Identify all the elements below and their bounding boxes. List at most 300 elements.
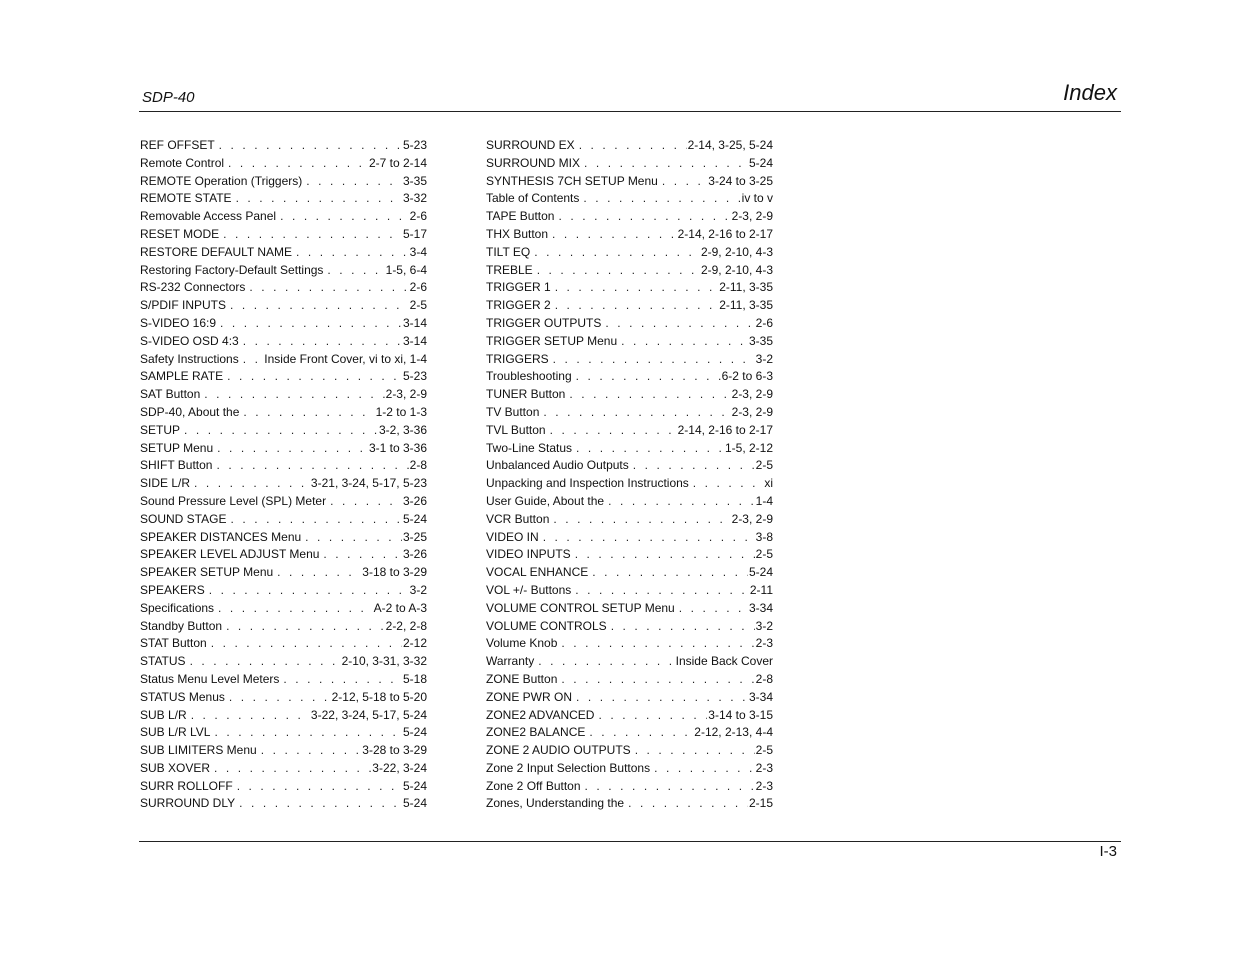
index-entry-term: SDP-40, About the <box>140 404 240 419</box>
index-entry-term: S-VIDEO 16:9 <box>140 315 217 330</box>
index-entry-pages: 2-3, 2-9 <box>731 387 773 402</box>
index-entry-pages: 2-14, 3-25, 5-24 <box>687 138 773 152</box>
index-entry-term: SURROUND EX <box>486 138 575 152</box>
index-entry <box>486 493 773 511</box>
index-entry-pages: 2-3 <box>755 778 773 793</box>
index-entry <box>486 511 773 529</box>
index-entry-term: Zone 2 Off Button <box>486 778 581 793</box>
index-entry-dot-leader <box>579 137 687 155</box>
index-entry-term: ZONE 2 AUDIO OUTPUTS <box>486 743 631 758</box>
index-entry-dot-leader <box>576 440 724 458</box>
index-entry-pages: 1-4 <box>755 493 773 508</box>
index-entry-term: TRIGGER 2 <box>486 298 551 313</box>
index-entry-dot-leader <box>555 279 719 297</box>
index-entry-dot-leader <box>552 226 677 244</box>
index-entry-dot-leader <box>558 208 730 226</box>
index-entry-dot-leader <box>575 582 749 600</box>
index-entry-term: Status Menu Level Meters <box>140 671 280 686</box>
index-entry-pages: 3-26 <box>402 547 427 562</box>
index-entry-term: SPEAKER DISTANCES Menu <box>140 529 302 544</box>
index-entry-pages: 1-5, 6-4 <box>385 262 427 277</box>
index-entry-dot-leader <box>679 600 748 618</box>
index-entry-dot-leader <box>229 689 331 707</box>
index-entry <box>486 546 773 564</box>
index-entry <box>140 297 427 315</box>
index-entry <box>486 582 773 600</box>
index-entry-pages: 2-7 to 2-14 <box>368 155 427 170</box>
index-entry-dot-leader <box>569 386 730 404</box>
index-entry-dot-leader <box>227 368 402 386</box>
index-entry-pages: 5-17 <box>402 226 427 241</box>
index-entry-pages: 1-5, 2-12 <box>724 440 773 455</box>
index-entry-term: TRIGGERS <box>486 351 549 366</box>
index-entry-dot-leader <box>230 511 402 529</box>
index-entry <box>486 564 773 582</box>
index-entry-pages: 2-3, 2-9 <box>385 387 427 402</box>
index-column-left <box>140 137 427 813</box>
index-entry <box>140 689 427 707</box>
index-entry-term: SURROUND MIX <box>486 155 581 170</box>
index-entry <box>140 315 427 333</box>
index-entry-pages: 2-12, 2-13, 4-4 <box>694 725 773 740</box>
index-entry-term: SURROUND DLY <box>140 796 236 811</box>
index-entry-term: Table of Contents <box>486 191 580 206</box>
index-entry-dot-leader <box>280 208 409 226</box>
index-entry-dot-leader <box>214 724 401 742</box>
index-entry-dot-leader <box>585 778 755 796</box>
index-entry-dot-leader <box>217 440 368 458</box>
index-entry-dot-leader <box>592 564 748 582</box>
index-entry-pages: 2-3, 2-9 <box>731 511 773 526</box>
index-entry <box>486 795 773 813</box>
index-entry-dot-leader <box>223 226 402 244</box>
index-entry <box>486 742 773 760</box>
index-entry-pages: 2-11, 3-35 <box>719 280 773 295</box>
index-entry <box>140 244 427 262</box>
index-entry-pages: 2-11 <box>749 582 773 597</box>
index-entry-dot-leader <box>230 297 409 315</box>
index-entry-pages: 2-5 <box>755 547 773 562</box>
index-entry-pages: 2-10, 3-31, 3-32 <box>341 654 427 669</box>
index-entry-term: SPEAKERS <box>140 582 205 597</box>
index-entry-pages: 5-24 <box>748 155 773 170</box>
index-entry-term: TRIGGER OUTPUTS <box>486 315 602 330</box>
index-entry-pages: 3-8 <box>755 529 773 544</box>
index-entry-dot-leader <box>219 137 402 155</box>
index-entry-pages: 2-3, 2-9 <box>731 404 773 419</box>
index-entry-term: Restoring Factory-Default Settings <box>140 262 324 277</box>
index-entry <box>140 760 427 778</box>
index-entry-dot-leader <box>323 546 402 564</box>
index-entry-term: REF OFFSET <box>140 138 215 152</box>
index-entry-term: THX Button <box>486 226 549 241</box>
index-entry-dot-leader <box>184 422 378 440</box>
index-entry-pages: 3-35 <box>748 333 773 348</box>
index-entry-dot-leader <box>236 190 402 208</box>
index-entry-dot-leader <box>249 279 408 297</box>
index-entry <box>486 244 773 262</box>
index-entry-term: TVL Button <box>486 422 546 437</box>
index-entry-term: ZONE2 ADVANCED <box>486 707 595 722</box>
index-entry-term: Sound Pressure Level (SPL) Meter <box>140 493 327 508</box>
index-entry <box>140 742 427 760</box>
index-entry-pages: 2-12 <box>402 636 427 651</box>
index-entry-dot-leader <box>537 262 700 280</box>
index-entry-dot-leader <box>583 190 740 208</box>
index-entry-term: SUB L/R LVL <box>140 725 211 740</box>
index-entry-term: Removable Access Panel <box>140 209 277 224</box>
index-entry-term: ZONE Button <box>486 671 558 686</box>
index-entry-pages: 2-14, 2-16 to 2-17 <box>677 422 773 437</box>
index-entry-pages: 3-34 <box>748 600 773 615</box>
index-entry-pages: 2-6 <box>409 209 427 224</box>
index-entry-pages: 3-35 <box>402 173 427 188</box>
index-entry <box>140 529 427 547</box>
index-entry <box>140 262 427 280</box>
index-entry-pages: 3-14 to 3-15 <box>708 707 773 722</box>
index-entry-pages: 3-14 <box>402 333 427 348</box>
index-entry-pages: iv to v <box>741 191 773 206</box>
index-entry-pages: 3-4 <box>409 244 427 259</box>
index-entry-term: STAT Button <box>140 636 207 651</box>
index-entry <box>486 404 773 422</box>
index-entry-pages: 3-22, 3-24 <box>372 760 427 775</box>
index-entry-pages: 5-24 <box>402 725 427 740</box>
index-entry-term: RESTORE DEFAULT NAME <box>140 244 293 259</box>
index-entry-dot-leader <box>589 724 693 742</box>
index-entry-dot-leader <box>327 262 384 280</box>
index-entry <box>486 724 773 742</box>
index-entry-dot-leader <box>654 760 755 778</box>
index-entry-dot-leader <box>576 368 721 386</box>
index-entry <box>140 600 427 618</box>
index-entry-term: User Guide, About the <box>486 493 605 508</box>
index-entry-term: Safety Instructions <box>140 351 239 366</box>
index-entry <box>140 475 427 493</box>
index-entry <box>486 173 773 191</box>
index-entry-pages: 2-2, 2-8 <box>385 618 427 633</box>
index-entry-term: VIDEO INPUTS <box>486 547 571 562</box>
index-entry <box>486 707 773 725</box>
index-entry-dot-leader <box>220 315 402 333</box>
index-entry-dot-leader <box>662 173 707 191</box>
index-entry <box>140 173 427 191</box>
index-entry-pages: 2-6 <box>755 315 773 330</box>
index-entry <box>486 689 773 707</box>
index-entry-pages: 2-9, 2-10, 4-3 <box>700 262 773 277</box>
index-entry <box>140 404 427 422</box>
index-entry-term: SPEAKER LEVEL ADJUST Menu <box>140 547 320 562</box>
index-entry <box>486 190 773 208</box>
index-entry <box>486 226 773 244</box>
index-entry <box>486 475 773 493</box>
index-entry-dot-leader <box>243 404 374 422</box>
index-entry-term: RS-232 Connectors <box>140 280 246 295</box>
index-entry-term: REMOTE Operation (Triggers) <box>140 173 303 188</box>
index-entry-pages: 5-24 <box>748 565 773 580</box>
index-entry-pages: Inside Front Cover, vi to xi, 1-4 <box>264 351 427 366</box>
index-entry-term: SETUP Menu <box>140 440 214 455</box>
index-entry-term: TRIGGER 1 <box>486 280 551 295</box>
index-entry <box>140 333 427 351</box>
index-entry <box>140 190 427 208</box>
index-entry-pages: 3-2 <box>755 618 773 633</box>
index-entry-term: SYNTHESIS 7CH SETUP Menu <box>486 173 658 188</box>
index-entry <box>140 208 427 226</box>
index-entry <box>486 208 773 226</box>
index-entry-dot-leader <box>204 386 384 404</box>
index-entry-pages: 2-3 <box>755 636 773 651</box>
index-entry-dot-leader <box>305 529 402 547</box>
index-entry-term: Warranty <box>486 654 535 669</box>
index-entry-pages: 3-21, 3-24, 5-17, 5-23 <box>310 476 427 491</box>
index-entry-dot-leader <box>214 760 371 778</box>
index-entry <box>140 635 427 653</box>
index-entry-pages: 2-5 <box>755 458 773 473</box>
index-entry-term: Zone 2 Input Selection Buttons <box>486 760 651 775</box>
index-entry <box>140 440 427 458</box>
index-entry <box>140 493 427 511</box>
index-entry <box>486 653 773 671</box>
header-rule <box>139 111 1121 112</box>
section-title: Index <box>1063 80 1117 105</box>
index-entry <box>140 778 427 796</box>
index-entry-dot-leader <box>555 297 719 315</box>
index-entry-term: STATUS Menus <box>140 689 225 704</box>
index-entry-dot-leader <box>306 173 402 191</box>
index-entry <box>486 368 773 386</box>
index-entry <box>486 155 773 173</box>
index-entry <box>486 262 773 280</box>
index-entry <box>140 351 427 369</box>
index-entry <box>140 279 427 297</box>
index-entry <box>486 386 773 404</box>
index-entry-term: STATUS <box>140 654 186 669</box>
index-entry-pages: Inside Back Cover <box>675 654 773 669</box>
index-entry-pages: 2-3, 2-9 <box>731 209 773 224</box>
index-entry-pages: 5-23 <box>402 138 427 152</box>
index-entry-pages: A-2 to A-3 <box>373 600 427 615</box>
index-entry-dot-leader <box>277 564 361 582</box>
index-entry-term: VOLUME CONTROLS <box>486 618 607 633</box>
index-entry-pages: 3-14 <box>402 315 427 330</box>
index-entry-dot-leader <box>261 742 362 760</box>
index-entry <box>140 795 427 813</box>
index-entry-term: Two-Line Status <box>486 440 573 455</box>
index-entry-pages: 3-28 to 3-29 <box>362 743 427 758</box>
index-entry-dot-leader <box>330 493 402 511</box>
index-entry-dot-leader <box>584 155 748 173</box>
index-entry-term: S-VIDEO OSD 4:3 <box>140 333 239 348</box>
index-entry-term: SUB XOVER <box>140 760 211 775</box>
index-entry-pages: 2-3 <box>755 760 773 775</box>
index-entry-pages: 3-26 <box>402 493 427 508</box>
index-entry-dot-leader <box>243 351 264 369</box>
index-entry <box>140 386 427 404</box>
index-entry-dot-leader <box>190 653 341 671</box>
index-entry-term: SOUND STAGE <box>140 511 227 526</box>
index-entry <box>140 422 427 440</box>
index-entry <box>486 760 773 778</box>
index-entry-term: VOL +/- Buttons <box>486 582 572 597</box>
index-entry-term: Volume Knob <box>486 636 558 651</box>
index-entry-pages: 2-15 <box>748 796 773 811</box>
index-column-right <box>486 137 773 813</box>
index-entry-term: SUB L/R <box>140 707 187 722</box>
index-entry <box>486 279 773 297</box>
footer-rule <box>139 841 1121 842</box>
index-entry-term: SPEAKER SETUP Menu <box>140 565 274 580</box>
index-entry-dot-leader <box>296 244 409 262</box>
index-entry-term: SUB LIMITERS Menu <box>140 743 257 758</box>
index-entry-pages: 5-24 <box>402 511 427 526</box>
index-entry-term: TUNER Button <box>486 387 566 402</box>
index-entry-dot-leader <box>576 689 748 707</box>
index-entry-pages: 3-2 <box>755 351 773 366</box>
index-entry <box>486 529 773 547</box>
index-entry-dot-leader <box>239 795 402 813</box>
index-entry-term: Specifications <box>140 600 215 615</box>
index-entry-dot-leader <box>534 244 700 262</box>
index-entry-dot-leader <box>605 315 754 333</box>
index-entry-term: SAMPLE RATE <box>140 369 224 384</box>
index-entry-term: SHIFT Button <box>140 458 213 473</box>
index-entry <box>486 137 773 155</box>
index-entry-pages: 5-24 <box>402 778 427 793</box>
index-entry-dot-leader <box>191 707 310 725</box>
index-entry <box>486 671 773 689</box>
index-entry-pages: 2-14, 2-16 to 2-17 <box>677 226 773 241</box>
index-entry <box>486 457 773 475</box>
index-entry-dot-leader <box>553 351 755 369</box>
index-entry-dot-leader <box>635 742 755 760</box>
index-entry <box>486 422 773 440</box>
index-entry-dot-leader <box>693 475 764 493</box>
index-entry-pages: 3-22, 3-24, 5-17, 5-24 <box>310 707 427 722</box>
document-title: SDP-40 <box>142 89 195 106</box>
index-entry <box>486 618 773 636</box>
index-entry <box>486 297 773 315</box>
index-entry <box>486 600 773 618</box>
index-entry-pages: 3-24 to 3-25 <box>708 173 773 188</box>
index-entry-term: SIDE L/R <box>140 476 191 491</box>
index-entry-pages: 5-18 <box>402 671 427 686</box>
index-entry-dot-leader <box>243 333 402 351</box>
index-entry-term: Troubleshooting <box>486 369 572 384</box>
index-entry-pages: 2-9, 2-10, 4-3 <box>700 244 773 259</box>
index-entry-dot-leader <box>608 493 755 511</box>
index-entry <box>140 137 427 155</box>
index-entry-dot-leader <box>283 671 402 689</box>
index-entry-dot-leader <box>633 457 755 475</box>
index-entry-dot-leader <box>538 653 674 671</box>
index-entry-term: REMOTE STATE <box>140 191 232 206</box>
index-entry <box>486 635 773 653</box>
index-entry <box>140 582 427 600</box>
index-entry <box>140 618 427 636</box>
index-entry-term: SURR ROLLOFF <box>140 778 233 793</box>
index-entry-term: VOLUME CONTROL SETUP Menu <box>486 600 675 615</box>
index-entry-dot-leader <box>216 457 408 475</box>
index-entry <box>486 333 773 351</box>
index-entry <box>140 457 427 475</box>
index-entry-pages: 3-32 <box>402 191 427 206</box>
index-entry-dot-leader <box>550 422 677 440</box>
index-entry-dot-leader <box>561 635 754 653</box>
index-entry-pages: 3-1 to 3-36 <box>368 440 427 455</box>
index-entry-term: TRIGGER SETUP Menu <box>486 333 618 348</box>
index-entry-term: Standby Button <box>140 618 223 633</box>
index-entry-dot-leader <box>598 707 707 725</box>
index-entry-pages: 5-24 <box>402 796 427 811</box>
index-entry-term: ZONE2 BALANCE <box>486 725 586 740</box>
index-entry-term: TV Button <box>486 404 540 419</box>
index-entry <box>140 564 427 582</box>
index-entry-pages: 2-12, 5-18 to 5-20 <box>331 689 427 704</box>
index-entry <box>140 155 427 173</box>
index-entry-pages: 3-25 <box>402 529 427 544</box>
index-entry <box>140 724 427 742</box>
index-entry-pages: 6-2 to 6-3 <box>721 369 773 384</box>
index-entry-pages: 5-23 <box>402 369 427 384</box>
index-entry-dot-leader <box>561 671 754 689</box>
index-entry-dot-leader <box>218 600 373 618</box>
index-entry-dot-leader <box>575 546 755 564</box>
index-entry-dot-leader <box>237 778 402 796</box>
index-entry-pages: 2-5 <box>755 743 773 758</box>
index-entry-term: VCR Button <box>486 511 550 526</box>
index-entry-pages: 1-2 to 1-3 <box>375 404 427 419</box>
index-entry-pages: 2-6 <box>409 280 427 295</box>
index-entry-dot-leader <box>543 404 730 422</box>
index-entry-term: Unbalanced Audio Outputs <box>486 458 629 473</box>
index-entry <box>140 368 427 386</box>
index-entry-pages: 2-5 <box>409 298 427 313</box>
index-entry-pages: xi <box>764 476 773 491</box>
index-entry-pages: 3-2, 3-36 <box>378 422 427 437</box>
index-entry-term: S/PDIF INPUTS <box>140 298 227 313</box>
index-entry-dot-leader <box>209 582 409 600</box>
index-entry-term: SAT Button <box>140 387 201 402</box>
index-entry-dot-leader <box>543 529 755 547</box>
index-entry <box>140 671 427 689</box>
index-entry <box>140 546 427 564</box>
index-entry-term: VIDEO IN <box>486 529 539 544</box>
index-entry-term: Remote Control <box>140 155 225 170</box>
index-entry <box>486 440 773 458</box>
index-entry-term: TAPE Button <box>486 209 555 224</box>
index-entry-pages: 3-2 <box>409 582 427 597</box>
index-entry-dot-leader <box>611 618 755 636</box>
index-entry-term: TREBLE <box>486 262 533 277</box>
index-entry-dot-leader <box>621 333 748 351</box>
index-entry-term: Zones, Understanding the <box>486 796 625 811</box>
index-entry <box>140 226 427 244</box>
index-entry-dot-leader <box>228 155 368 173</box>
index-entry <box>140 653 427 671</box>
index-entry <box>486 351 773 369</box>
index-entry-pages: 3-34 <box>748 689 773 704</box>
index-entry <box>140 511 427 529</box>
index-entry-term: Unpacking and Inspection Instructions <box>486 476 689 491</box>
index-entry-pages: 2-8 <box>755 671 773 686</box>
index-entry-term: RESET MODE <box>140 226 220 241</box>
index-entry-dot-leader <box>211 635 402 653</box>
index-entry <box>140 707 427 725</box>
index-entry-dot-leader <box>628 795 748 813</box>
index-entry-dot-leader <box>226 618 385 636</box>
index-entry-pages: 2-11, 3-35 <box>719 298 773 313</box>
